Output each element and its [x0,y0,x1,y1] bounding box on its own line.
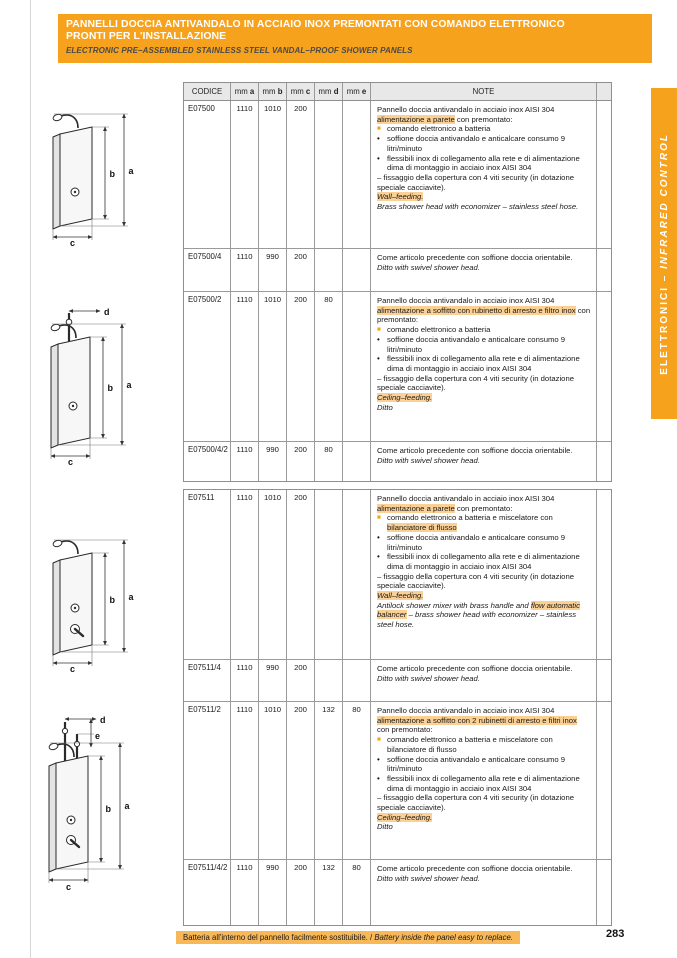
dim-line-d [65,715,106,725]
dim-line-b [92,127,116,219]
shower-head-icon [52,539,78,554]
dim-mm-b: 990 [259,442,287,481]
margin-cell [597,490,611,659]
dim-mm-c: 200 [287,101,315,248]
dim-mm-a: 1110 [231,660,259,701]
column-header: mm d [315,83,343,100]
column-header: mm c [287,83,315,100]
table-body-upper [184,101,611,481]
margin-cell [597,442,611,481]
side-tab-label-category: ELETTRONICI – [658,268,670,375]
dim-mm-d [315,490,343,659]
dim-mm-d [315,101,343,248]
note-cell: Pannello doccia antivandalo in acciaio inox AISI 304 alimentazione a soffitto con rubinetto di arresto e filtro inox con premontato: ■ comando elettronico a batteria • soffione doccia antivandalo e anticalcare consumo 9 litri/minuto • flessibili inox di collegamento alla rete e di alimentazione dima di montaggio in acciaio inox AISI 304 – fissaggio della copertura con 4 viti security (in dotazione speciale cacciavite). Ceiling–feeding. Ditto [371,292,597,441]
dim-label-d: d [104,307,110,317]
panel-outline [49,756,88,872]
table-row-e07511-2 [184,701,611,859]
supply-pipe-icon [66,313,72,343]
column-header: mm e [343,83,371,100]
panel-outline [53,553,92,655]
dim-mm-c: 200 [287,442,315,481]
dim-label-e: e [95,731,101,741]
note-cell: Pannello doccia antivandalo in acciaio inox AISI 304 alimentazione a soffitto con 2 rubinetti di arresto e filtri inox con premontato: ■ comando elettronico a batteria e miscelatore con bilanciatore di flusso • soffione doccia antivandalo e anticalcare consumo 9 litri/minuto • flessibili inox di collegamento alla rete e di alimentazione dima di montaggio in acciaio inox AISI 304 – fissaggio della copertura con 4 viti security (in dotazione speciale cacciavite). Ceiling–feeding. Ditto [371,702,597,859]
footer-note-italian: Batteria all'interno del pannello facilmente sostituibile. / [183,933,375,942]
dim-line-b [90,337,114,438]
note-cell: Come articolo precedente con soffione doccia orientabile. Ditto with swivel shower head. [371,660,597,701]
dim-mm-d: 80 [315,292,343,441]
dim-mm-a: 1110 [231,860,259,925]
note-cell: Come articolo precedente con soffione doccia orientabile. Ditto with swivel shower head. [371,442,597,481]
table-header-row [184,83,611,101]
dot-bullet: • [377,153,380,163]
page-subtitle: ELECTRONIC PRE–ASSEMBLED STAINLESS STEEL VANDAL–PROOF SHOWER PANELS [66,45,413,55]
technical-drawing-wall-panel [40,106,148,248]
dim-mm-a: 1110 [231,101,259,248]
square-bullet: ■ [377,326,381,334]
dim-label-c: c [70,238,76,248]
page-number: 283 [606,928,625,940]
dot-bullet: • [377,754,380,764]
dim-label-a: a [128,166,134,176]
margin-cell [597,101,611,248]
dim-mm-b: 1010 [259,292,287,441]
dim-mm-c: 200 [287,292,315,441]
note-cell: Pannello doccia antivandalo in acciaio inox AISI 304 alimentazione a parete con premontato: ■ comando elettronico a batteria • soffione doccia antivandalo e anticalcare consumo 9 litri/minuto • flessibili inox di collegamento alla rete e di alimentazione dima di montaggio in acciaio inox AISI 304 – fissaggio della copertura con 4 viti security (in dotazione speciale cacciavite). Wall–feeding. Brass shower head with economizer – stainless steel hose. [371,101,597,248]
dim-mm-c: 200 [287,490,315,659]
product-code: E07500/4 [184,249,231,291]
dim-mm-d [315,660,343,701]
margin-cell [597,292,611,441]
dim-mm-c: 200 [287,702,315,859]
sensor-icon [67,816,75,824]
dim-mm-a: 1110 [231,249,259,291]
dim-mm-e: 80 [343,702,371,859]
technical-drawing-ceiling-panel-mixer [36,714,151,899]
side-tab-label-type: INFRARED CONTROL [658,132,670,269]
dim-mm-e: 80 [343,860,371,925]
column-header: CODICE [184,83,231,100]
product-code: E07500/4/2 [184,442,231,481]
table-row-e07500-4-2 [184,441,611,481]
product-code: E07511/4 [184,660,231,701]
dim-mm-e [343,442,371,481]
product-code: E07511/4/2 [184,860,231,925]
sensor-icon [71,188,79,196]
column-header: mm a [231,83,259,100]
dot-bullet: • [377,354,380,364]
product-table-upper [183,82,612,482]
sensor-icon [71,604,79,612]
dim-mm-b: 1010 [259,490,287,659]
dim-mm-d: 132 [315,860,343,925]
dim-mm-e [343,292,371,441]
product-code: E07511 [184,490,231,659]
margin-cell [597,249,611,291]
page-title-line1: PANNELLI DOCCIA ANTIVANDALO IN ACCIAIO INOX PREMONTATI CON COMANDO ELETTRONICO [66,19,565,30]
dim-line-b [88,756,112,862]
dim-label-a: a [124,801,130,811]
dim-label-c: c [66,882,72,892]
margin-cell [597,702,611,859]
dim-mm-b: 1010 [259,702,287,859]
dim-mm-e [343,249,371,291]
column-header: mm b [259,83,287,100]
dim-mm-d: 80 [315,442,343,481]
margin-cell [597,860,611,925]
dim-mm-a: 1110 [231,702,259,859]
table-row-e07500-2 [184,291,611,441]
dim-label-a: a [128,592,134,602]
dim-mm-a: 1110 [231,490,259,659]
dim-mm-d: 132 [315,702,343,859]
square-bullet: ■ [377,514,381,522]
dot-bullet: • [377,773,380,783]
panel-outline [53,127,92,229]
product-code: E07500/2 [184,292,231,441]
dim-mm-c: 200 [287,660,315,701]
table-row-e07500-4 [184,248,611,291]
dim-mm-e [343,490,371,659]
shower-head-icon [50,323,76,338]
footer-note-english: Battery inside the panel easy to replace. [374,933,514,942]
dim-mm-b: 1010 [259,101,287,248]
product-code: E07511/2 [184,702,231,859]
dim-mm-e [343,660,371,701]
table-row-e07511 [184,490,611,659]
dim-mm-b: 990 [259,249,287,291]
dim-label-b: b [107,383,113,393]
dim-mm-a: 1110 [231,292,259,441]
table-row-e07500 [184,101,611,248]
product-code: E07500 [184,101,231,248]
dim-label-a: a [126,380,132,390]
side-tab-label [659,133,670,375]
dot-bullet: • [377,134,380,144]
dim-mm-e [343,101,371,248]
shower-head-icon [48,742,74,757]
dim-label-b: b [109,595,115,605]
page-edge-line [30,0,31,958]
dim-label-d: d [100,715,106,725]
dim-mm-b: 990 [259,660,287,701]
shower-head-icon [52,113,78,128]
square-bullet: ■ [377,125,381,133]
column-header [597,83,611,100]
dim-label-b: b [105,804,111,814]
dot-bullet: • [377,532,380,542]
note-cell: Come articolo precedente con soffione doccia orientabile. Ditto with swivel shower head. [371,860,597,925]
footer-note [176,931,520,944]
product-table-lower [183,489,612,926]
side-tab [651,88,677,419]
margin-cell [597,660,611,701]
note-cell: Come articolo precedente con soffione doccia orientabile. Ditto with swivel shower head. [371,249,597,291]
dim-mm-a: 1110 [231,442,259,481]
dim-mm-d [315,249,343,291]
dim-mm-c: 200 [287,249,315,291]
dim-label-c: c [68,457,74,467]
square-bullet: ■ [377,736,381,744]
note-cell: Pannello doccia antivandalo in acciaio inox AISI 304 alimentazione a parete con premontato: ■ comando elettronico a batteria e miscelatore con bilanciatore di flusso • soffione doccia antivandalo e anticalcare consumo 9 litri/minuto • flessibili inox di collegamento alla rete e di alimentazione dima di montaggio in acciaio inox AISI 304 – fissaggio della copertura con 4 viti security (in dotazione speciale cacciavite). Wall–feeding. Antilock shower mixer with brass handle and flow automatic balancer – brass shower head with economizer – stainless steel hose. [371,490,597,659]
dim-label-b: b [109,169,115,179]
table-body-lower [184,490,611,925]
technical-drawing-wall-panel-mixer [40,532,148,674]
dot-bullet: • [377,552,380,562]
dim-line-d [69,307,110,317]
page-header-banner [58,14,652,63]
technical-drawing-ceiling-panel [38,306,150,470]
panel-outline [51,337,90,448]
dim-line-b [92,553,116,645]
table-row-e07511-4-2 [184,859,611,925]
sensor-icon [69,402,77,410]
dim-mm-c: 200 [287,860,315,925]
dim-mm-b: 990 [259,860,287,925]
table-row-e07511-4 [184,659,611,701]
column-header: NOTE [371,83,597,100]
dim-label-c: c [70,664,76,674]
dot-bullet: • [377,334,380,344]
supply-pipe-icon [62,722,79,762]
page-title-line2: PRONTI PER L'INSTALLAZIONE [66,31,227,43]
